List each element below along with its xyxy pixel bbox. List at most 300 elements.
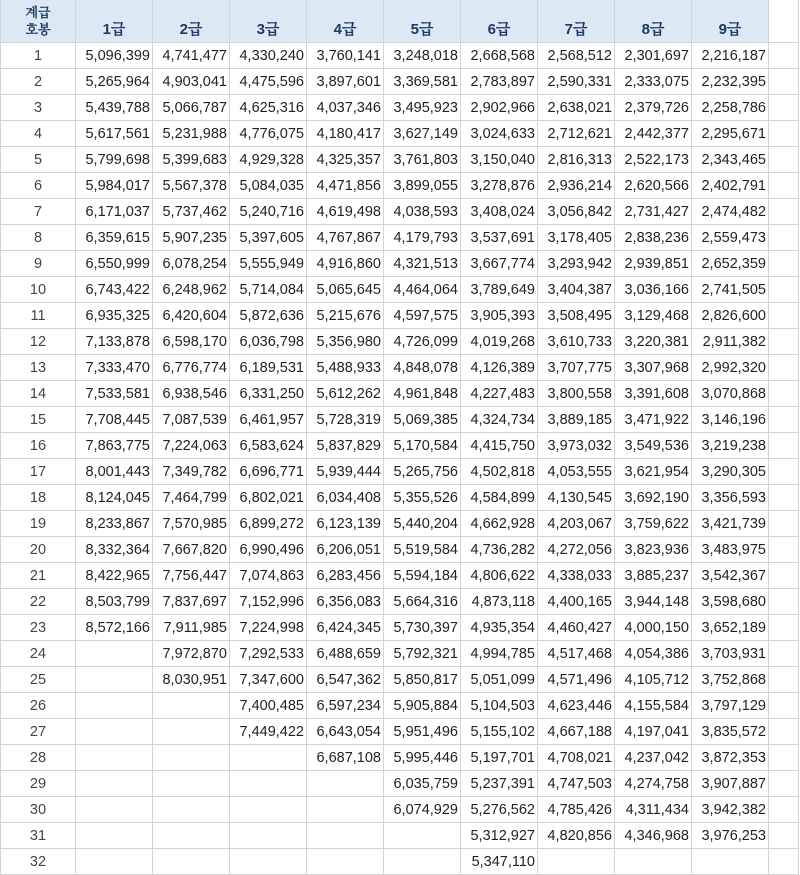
salary-cell[interactable]: 8,233,867 (76, 511, 153, 537)
step-cell[interactable]: 7 (1, 199, 76, 225)
salary-cell[interactable]: 8,422,965 (76, 563, 153, 589)
salary-cell[interactable]: 5,939,444 (307, 459, 384, 485)
step-cell[interactable]: 25 (1, 667, 76, 693)
salary-cell[interactable]: 5,197,701 (461, 745, 538, 771)
salary-cell[interactable]: 3,024,633 (461, 121, 538, 147)
salary-cell[interactable]: 5,737,462 (153, 199, 230, 225)
salary-cell[interactable]: 4,625,316 (230, 95, 307, 121)
empty-cell[interactable] (769, 303, 799, 329)
salary-cell[interactable] (153, 745, 230, 771)
salary-cell[interactable]: 4,961,848 (384, 381, 461, 407)
salary-cell[interactable]: 2,826,600 (692, 303, 769, 329)
salary-cell[interactable]: 5,356,980 (307, 329, 384, 355)
salary-cell[interactable]: 3,889,185 (538, 407, 615, 433)
salary-cell[interactable]: 5,792,321 (384, 641, 461, 667)
salary-cell[interactable]: 4,197,041 (615, 719, 692, 745)
salary-cell[interactable]: 7,087,539 (153, 407, 230, 433)
salary-cell[interactable]: 3,797,129 (692, 693, 769, 719)
salary-cell[interactable]: 2,590,331 (538, 69, 615, 95)
salary-cell[interactable]: 4,179,793 (384, 225, 461, 251)
salary-cell[interactable]: 6,550,999 (76, 251, 153, 277)
salary-cell[interactable]: 7,224,998 (230, 615, 307, 641)
step-cell[interactable]: 1 (1, 43, 76, 69)
salary-cell[interactable]: 3,219,238 (692, 433, 769, 459)
step-cell[interactable]: 32 (1, 849, 76, 875)
salary-cell[interactable]: 8,001,443 (76, 459, 153, 485)
salary-cell[interactable]: 6,583,624 (230, 433, 307, 459)
grade-header-7[interactable]: 7급 (538, 0, 615, 43)
salary-cell[interactable]: 6,034,408 (307, 485, 384, 511)
salary-cell[interactable]: 6,488,659 (307, 641, 384, 667)
empty-cell[interactable] (769, 329, 799, 355)
salary-cell[interactable]: 4,903,041 (153, 69, 230, 95)
salary-cell[interactable]: 8,030,951 (153, 667, 230, 693)
empty-cell[interactable] (769, 719, 799, 745)
salary-cell[interactable]: 3,905,393 (461, 303, 538, 329)
salary-cell[interactable]: 3,835,572 (692, 719, 769, 745)
salary-cell[interactable]: 3,976,253 (692, 823, 769, 849)
salary-cell[interactable] (76, 849, 153, 875)
salary-cell[interactable]: 4,741,477 (153, 43, 230, 69)
salary-cell[interactable]: 7,449,422 (230, 719, 307, 745)
grade-header-3[interactable]: 3급 (230, 0, 307, 43)
step-cell[interactable]: 15 (1, 407, 76, 433)
salary-cell[interactable]: 6,078,254 (153, 251, 230, 277)
empty-header-cell[interactable] (769, 0, 799, 43)
salary-cell[interactable] (153, 719, 230, 745)
salary-cell[interactable]: 4,747,503 (538, 771, 615, 797)
salary-cell[interactable]: 2,295,671 (692, 121, 769, 147)
salary-cell[interactable]: 4,597,575 (384, 303, 461, 329)
salary-cell[interactable]: 3,789,649 (461, 277, 538, 303)
salary-cell[interactable]: 7,911,985 (153, 615, 230, 641)
salary-cell[interactable]: 2,939,851 (615, 251, 692, 277)
salary-cell[interactable] (76, 745, 153, 771)
salary-cell[interactable]: 6,171,037 (76, 199, 153, 225)
salary-cell[interactable]: 3,703,931 (692, 641, 769, 667)
salary-cell[interactable]: 2,333,075 (615, 69, 692, 95)
salary-cell[interactable]: 6,547,362 (307, 667, 384, 693)
salary-cell[interactable]: 6,461,957 (230, 407, 307, 433)
salary-cell[interactable]: 3,944,148 (615, 589, 692, 615)
grade-header-6[interactable]: 6급 (461, 0, 538, 43)
salary-cell[interactable]: 6,597,234 (307, 693, 384, 719)
step-cell[interactable]: 20 (1, 537, 76, 563)
salary-cell[interactable]: 4,726,099 (384, 329, 461, 355)
salary-cell[interactable]: 3,421,739 (692, 511, 769, 537)
salary-cell[interactable] (76, 797, 153, 823)
salary-cell[interactable]: 4,346,968 (615, 823, 692, 849)
empty-cell[interactable] (769, 797, 799, 823)
salary-cell[interactable]: 5,488,933 (307, 355, 384, 381)
salary-cell[interactable] (384, 849, 461, 875)
salary-cell[interactable]: 4,037,346 (307, 95, 384, 121)
salary-cell[interactable]: 3,707,775 (538, 355, 615, 381)
salary-cell[interactable]: 6,331,250 (230, 381, 307, 407)
salary-cell[interactable]: 4,776,075 (230, 121, 307, 147)
salary-cell[interactable]: 5,872,636 (230, 303, 307, 329)
salary-cell[interactable]: 5,907,235 (153, 225, 230, 251)
salary-cell[interactable]: 4,464,064 (384, 277, 461, 303)
salary-cell[interactable]: 3,146,196 (692, 407, 769, 433)
salary-cell[interactable]: 3,408,024 (461, 199, 538, 225)
salary-cell[interactable]: 4,019,268 (461, 329, 538, 355)
salary-cell[interactable]: 3,759,622 (615, 511, 692, 537)
salary-cell[interactable]: 3,056,842 (538, 199, 615, 225)
salary-cell[interactable]: 4,736,282 (461, 537, 538, 563)
salary-cell[interactable]: 4,460,427 (538, 615, 615, 641)
empty-cell[interactable] (769, 381, 799, 407)
salary-cell[interactable]: 4,038,593 (384, 199, 461, 225)
salary-cell[interactable]: 3,293,942 (538, 251, 615, 277)
corner-header-cell[interactable] (1, 0, 76, 43)
salary-cell[interactable]: 6,938,546 (153, 381, 230, 407)
salary-cell[interactable]: 7,756,447 (153, 563, 230, 589)
step-cell[interactable]: 29 (1, 771, 76, 797)
salary-cell[interactable]: 5,519,584 (384, 537, 461, 563)
salary-cell[interactable]: 3,692,190 (615, 485, 692, 511)
salary-cell[interactable]: 7,972,870 (153, 641, 230, 667)
salary-cell[interactable]: 5,104,503 (461, 693, 538, 719)
salary-cell[interactable]: 4,471,856 (307, 173, 384, 199)
salary-cell[interactable]: 2,902,966 (461, 95, 538, 121)
salary-cell[interactable]: 3,278,876 (461, 173, 538, 199)
salary-cell[interactable]: 3,290,305 (692, 459, 769, 485)
salary-cell[interactable]: 4,324,734 (461, 407, 538, 433)
salary-cell[interactable] (76, 719, 153, 745)
empty-cell[interactable] (769, 199, 799, 225)
salary-cell[interactable]: 4,155,584 (615, 693, 692, 719)
salary-cell[interactable]: 2,936,214 (538, 173, 615, 199)
salary-cell[interactable] (230, 745, 307, 771)
salary-cell[interactable]: 4,105,712 (615, 667, 692, 693)
salary-cell[interactable]: 3,129,468 (615, 303, 692, 329)
salary-cell[interactable]: 2,816,313 (538, 147, 615, 173)
salary-cell[interactable]: 4,667,188 (538, 719, 615, 745)
salary-cell[interactable] (230, 823, 307, 849)
salary-cell[interactable]: 4,311,434 (615, 797, 692, 823)
empty-cell[interactable] (769, 537, 799, 563)
salary-cell[interactable]: 5,951,496 (384, 719, 461, 745)
salary-cell[interactable]: 7,349,782 (153, 459, 230, 485)
salary-cell[interactable]: 6,598,170 (153, 329, 230, 355)
salary-cell[interactable]: 3,652,189 (692, 615, 769, 641)
salary-cell[interactable]: 3,823,936 (615, 537, 692, 563)
salary-cell[interactable]: 5,439,788 (76, 95, 153, 121)
salary-cell[interactable]: 3,627,149 (384, 121, 461, 147)
salary-cell[interactable]: 8,503,799 (76, 589, 153, 615)
salary-cell[interactable]: 7,400,485 (230, 693, 307, 719)
empty-cell[interactable] (769, 667, 799, 693)
salary-cell[interactable]: 3,178,405 (538, 225, 615, 251)
salary-cell[interactable]: 3,610,733 (538, 329, 615, 355)
salary-cell[interactable]: 3,542,367 (692, 563, 769, 589)
salary-cell[interactable]: 3,070,868 (692, 381, 769, 407)
salary-cell[interactable]: 6,248,962 (153, 277, 230, 303)
salary-cell[interactable]: 3,885,237 (615, 563, 692, 589)
salary-cell[interactable]: 4,272,056 (538, 537, 615, 563)
salary-cell[interactable]: 5,155,102 (461, 719, 538, 745)
empty-cell[interactable] (769, 407, 799, 433)
empty-cell[interactable] (769, 43, 799, 69)
salary-cell[interactable]: 6,356,083 (307, 589, 384, 615)
salary-cell[interactable]: 2,232,395 (692, 69, 769, 95)
grade-header-5[interactable]: 5급 (384, 0, 461, 43)
step-cell[interactable]: 27 (1, 719, 76, 745)
salary-cell[interactable]: 5,399,683 (153, 147, 230, 173)
empty-cell[interactable] (769, 511, 799, 537)
step-cell[interactable]: 31 (1, 823, 76, 849)
salary-cell[interactable]: 2,216,187 (692, 43, 769, 69)
salary-cell[interactable]: 3,752,868 (692, 667, 769, 693)
salary-cell[interactable]: 5,065,645 (307, 277, 384, 303)
salary-cell[interactable]: 6,776,774 (153, 355, 230, 381)
grade-header-1[interactable]: 1급 (76, 0, 153, 43)
salary-cell[interactable]: 2,343,465 (692, 147, 769, 173)
salary-cell[interactable]: 4,708,021 (538, 745, 615, 771)
salary-cell[interactable]: 3,897,601 (307, 69, 384, 95)
salary-cell[interactable]: 5,612,262 (307, 381, 384, 407)
salary-cell[interactable]: 6,743,422 (76, 277, 153, 303)
step-cell[interactable]: 13 (1, 355, 76, 381)
salary-cell[interactable]: 4,415,750 (461, 433, 538, 459)
salary-cell[interactable]: 5,995,446 (384, 745, 461, 771)
salary-cell[interactable] (307, 771, 384, 797)
salary-cell[interactable]: 4,929,328 (230, 147, 307, 173)
step-cell[interactable]: 3 (1, 95, 76, 121)
salary-cell[interactable] (692, 849, 769, 875)
salary-cell[interactable]: 5,066,787 (153, 95, 230, 121)
salary-cell[interactable]: 3,369,581 (384, 69, 461, 95)
empty-cell[interactable] (769, 355, 799, 381)
empty-cell[interactable] (769, 251, 799, 277)
salary-cell[interactable]: 5,347,110 (461, 849, 538, 875)
salary-cell[interactable]: 4,619,498 (307, 199, 384, 225)
salary-cell[interactable]: 4,000,150 (615, 615, 692, 641)
salary-cell[interactable]: 7,224,063 (153, 433, 230, 459)
salary-cell[interactable]: 4,767,867 (307, 225, 384, 251)
salary-cell[interactable]: 8,124,045 (76, 485, 153, 511)
salary-cell[interactable]: 2,559,473 (692, 225, 769, 251)
salary-cell[interactable]: 2,783,897 (461, 69, 538, 95)
salary-cell[interactable]: 2,620,566 (615, 173, 692, 199)
salary-cell[interactable]: 5,231,988 (153, 121, 230, 147)
salary-cell[interactable]: 6,643,054 (307, 719, 384, 745)
salary-cell[interactable]: 3,307,968 (615, 355, 692, 381)
salary-cell[interactable]: 2,992,320 (692, 355, 769, 381)
salary-cell[interactable] (307, 797, 384, 823)
step-cell[interactable]: 9 (1, 251, 76, 277)
step-cell[interactable]: 30 (1, 797, 76, 823)
step-cell[interactable]: 28 (1, 745, 76, 771)
empty-cell[interactable] (769, 641, 799, 667)
salary-cell[interactable]: 3,150,040 (461, 147, 538, 173)
step-cell[interactable]: 16 (1, 433, 76, 459)
salary-cell[interactable]: 4,053,555 (538, 459, 615, 485)
step-cell[interactable]: 14 (1, 381, 76, 407)
step-cell[interactable]: 18 (1, 485, 76, 511)
salary-cell[interactable]: 5,850,817 (384, 667, 461, 693)
salary-cell[interactable]: 3,537,691 (461, 225, 538, 251)
salary-cell[interactable]: 7,292,533 (230, 641, 307, 667)
salary-cell[interactable] (307, 849, 384, 875)
salary-cell[interactable] (307, 823, 384, 849)
salary-cell[interactable]: 5,051,099 (461, 667, 538, 693)
salary-cell[interactable]: 6,206,051 (307, 537, 384, 563)
salary-cell[interactable]: 6,424,345 (307, 615, 384, 641)
salary-cell[interactable]: 5,799,698 (76, 147, 153, 173)
salary-cell[interactable]: 4,475,596 (230, 69, 307, 95)
salary-cell[interactable]: 8,572,166 (76, 615, 153, 641)
salary-cell[interactable]: 3,404,387 (538, 277, 615, 303)
salary-cell[interactable]: 4,820,856 (538, 823, 615, 849)
salary-cell[interactable]: 5,555,949 (230, 251, 307, 277)
salary-cell[interactable] (230, 797, 307, 823)
salary-cell[interactable]: 4,994,785 (461, 641, 538, 667)
empty-cell[interactable] (769, 589, 799, 615)
step-cell[interactable]: 10 (1, 277, 76, 303)
salary-cell[interactable]: 5,265,756 (384, 459, 461, 485)
empty-cell[interactable] (769, 147, 799, 173)
empty-cell[interactable] (769, 823, 799, 849)
salary-cell[interactable]: 3,356,593 (692, 485, 769, 511)
salary-cell[interactable]: 2,638,021 (538, 95, 615, 121)
salary-cell[interactable]: 4,785,426 (538, 797, 615, 823)
salary-cell[interactable]: 5,567,378 (153, 173, 230, 199)
salary-cell[interactable]: 4,126,389 (461, 355, 538, 381)
salary-cell[interactable]: 6,283,456 (307, 563, 384, 589)
salary-cell[interactable]: 5,664,316 (384, 589, 461, 615)
salary-cell[interactable]: 5,312,927 (461, 823, 538, 849)
empty-cell[interactable] (769, 121, 799, 147)
empty-cell[interactable] (769, 615, 799, 641)
empty-cell[interactable] (769, 693, 799, 719)
salary-cell[interactable]: 7,347,600 (230, 667, 307, 693)
salary-cell[interactable]: 5,237,391 (461, 771, 538, 797)
salary-cell[interactable]: 7,133,878 (76, 329, 153, 355)
empty-cell[interactable] (769, 433, 799, 459)
empty-cell[interactable] (769, 277, 799, 303)
salary-cell[interactable]: 2,402,791 (692, 173, 769, 199)
salary-cell[interactable]: 4,054,386 (615, 641, 692, 667)
salary-cell[interactable]: 6,035,759 (384, 771, 461, 797)
salary-cell[interactable]: 2,258,786 (692, 95, 769, 121)
empty-cell[interactable] (769, 771, 799, 797)
salary-cell[interactable]: 4,338,033 (538, 563, 615, 589)
salary-cell[interactable]: 3,942,382 (692, 797, 769, 823)
empty-cell[interactable] (769, 459, 799, 485)
salary-cell[interactable]: 6,189,531 (230, 355, 307, 381)
salary-cell[interactable]: 7,333,470 (76, 355, 153, 381)
salary-cell[interactable]: 4,203,067 (538, 511, 615, 537)
salary-cell[interactable]: 4,130,545 (538, 485, 615, 511)
salary-cell[interactable] (76, 667, 153, 693)
salary-cell[interactable]: 5,837,829 (307, 433, 384, 459)
salary-cell[interactable]: 4,806,622 (461, 563, 538, 589)
salary-cell[interactable]: 5,594,184 (384, 563, 461, 589)
salary-cell[interactable]: 6,359,615 (76, 225, 153, 251)
salary-cell[interactable]: 6,420,604 (153, 303, 230, 329)
salary-cell[interactable]: 7,152,996 (230, 589, 307, 615)
salary-cell[interactable]: 5,440,204 (384, 511, 461, 537)
salary-cell[interactable]: 6,687,108 (307, 745, 384, 771)
salary-cell[interactable]: 3,391,608 (615, 381, 692, 407)
step-cell[interactable]: 5 (1, 147, 76, 173)
salary-cell[interactable] (538, 849, 615, 875)
salary-cell[interactable]: 5,905,884 (384, 693, 461, 719)
salary-cell[interactable] (153, 849, 230, 875)
step-cell[interactable]: 24 (1, 641, 76, 667)
salary-cell[interactable]: 6,935,325 (76, 303, 153, 329)
salary-cell[interactable]: 5,730,397 (384, 615, 461, 641)
salary-cell[interactable]: 5,714,084 (230, 277, 307, 303)
salary-cell[interactable] (153, 797, 230, 823)
salary-cell[interactable]: 4,916,860 (307, 251, 384, 277)
salary-cell[interactable]: 5,984,017 (76, 173, 153, 199)
salary-cell[interactable]: 7,533,581 (76, 381, 153, 407)
salary-cell[interactable]: 2,911,382 (692, 329, 769, 355)
salary-cell[interactable]: 4,502,818 (461, 459, 538, 485)
salary-cell[interactable]: 2,379,726 (615, 95, 692, 121)
salary-cell[interactable]: 2,568,512 (538, 43, 615, 69)
step-cell[interactable]: 26 (1, 693, 76, 719)
step-cell[interactable]: 17 (1, 459, 76, 485)
salary-cell[interactable]: 4,321,513 (384, 251, 461, 277)
grade-header-9[interactable]: 9급 (692, 0, 769, 43)
salary-cell[interactable]: 5,265,964 (76, 69, 153, 95)
salary-cell[interactable]: 5,355,526 (384, 485, 461, 511)
salary-cell[interactable]: 4,517,468 (538, 641, 615, 667)
salary-cell[interactable]: 4,584,899 (461, 485, 538, 511)
salary-cell[interactable]: 4,571,496 (538, 667, 615, 693)
salary-cell[interactable]: 5,728,319 (307, 407, 384, 433)
salary-cell[interactable]: 3,973,032 (538, 433, 615, 459)
salary-cell[interactable]: 5,397,605 (230, 225, 307, 251)
salary-cell[interactable]: 3,495,923 (384, 95, 461, 121)
salary-cell[interactable]: 4,873,118 (461, 589, 538, 615)
salary-cell[interactable]: 2,474,482 (692, 199, 769, 225)
salary-cell[interactable]: 5,170,584 (384, 433, 461, 459)
step-cell[interactable]: 21 (1, 563, 76, 589)
salary-cell[interactable] (153, 693, 230, 719)
salary-cell[interactable]: 5,069,385 (384, 407, 461, 433)
empty-cell[interactable] (769, 745, 799, 771)
salary-cell[interactable]: 4,623,446 (538, 693, 615, 719)
step-cell[interactable]: 8 (1, 225, 76, 251)
salary-cell[interactable]: 5,096,399 (76, 43, 153, 69)
empty-cell[interactable] (769, 849, 799, 875)
salary-cell[interactable]: 6,802,021 (230, 485, 307, 511)
step-cell[interactable]: 23 (1, 615, 76, 641)
salary-cell[interactable]: 4,227,483 (461, 381, 538, 407)
step-cell[interactable]: 12 (1, 329, 76, 355)
salary-cell[interactable]: 2,522,173 (615, 147, 692, 173)
salary-cell[interactable]: 4,237,042 (615, 745, 692, 771)
step-cell[interactable]: 11 (1, 303, 76, 329)
salary-cell[interactable] (76, 641, 153, 667)
empty-cell[interactable] (769, 225, 799, 251)
salary-cell[interactable]: 7,074,863 (230, 563, 307, 589)
salary-cell[interactable]: 3,036,166 (615, 277, 692, 303)
salary-cell[interactable]: 5,084,035 (230, 173, 307, 199)
salary-cell[interactable]: 6,899,272 (230, 511, 307, 537)
salary-cell[interactable]: 3,598,680 (692, 589, 769, 615)
salary-cell[interactable]: 2,301,697 (615, 43, 692, 69)
salary-cell[interactable]: 4,180,417 (307, 121, 384, 147)
salary-cell[interactable]: 6,990,496 (230, 537, 307, 563)
salary-cell[interactable]: 6,123,139 (307, 511, 384, 537)
salary-cell[interactable]: 7,863,775 (76, 433, 153, 459)
